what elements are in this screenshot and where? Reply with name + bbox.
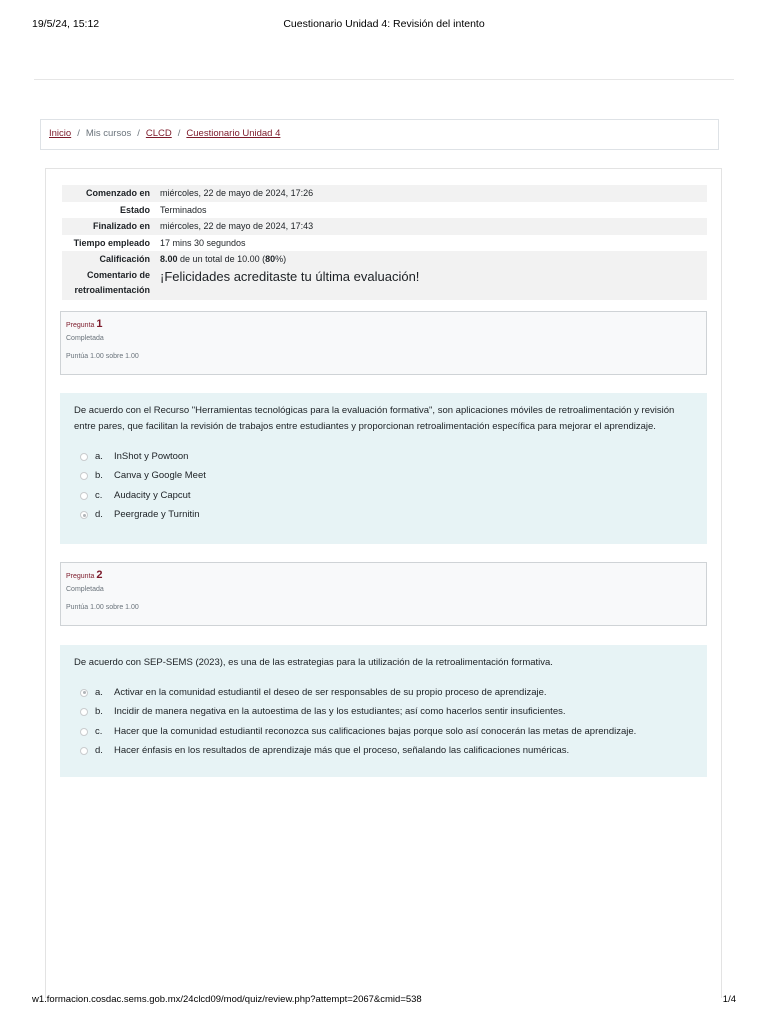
print-title: Cuestionario Unidad 4: Revisión del intento <box>283 18 485 30</box>
breadcrumb-separator: / <box>137 128 140 139</box>
state-label: Estado <box>119 204 150 215</box>
radio-button[interactable] <box>80 728 88 736</box>
option-text: InShot y Powtoon <box>114 450 189 462</box>
option-letter: c. <box>95 489 103 501</box>
option-letter: a. <box>95 686 103 698</box>
radio-button[interactable] <box>80 747 88 755</box>
answer-option-c[interactable] <box>74 486 693 506</box>
option-text: Incidir de manera negativa en la autoestima de las y los estudiantes; así como hacerlos sentir insuficientes. <box>114 706 566 718</box>
option-text: Hacer que la comunidad estudiantil reconozca sus calificaciones bajas porque solo así conocerán las metas de aprendizaje. <box>114 725 637 737</box>
summary-row-state <box>62 202 707 219</box>
grade-label: Calificación <box>99 254 150 265</box>
question-state: Completada <box>66 335 104 342</box>
question-label: Pregunta <box>66 322 95 329</box>
question-content-2 <box>60 645 707 777</box>
question-content-1 <box>60 393 707 544</box>
header-divider <box>34 79 734 80</box>
page-number: 1/4 <box>722 994 736 1005</box>
breadcrumb-my-courses: Mis cursos <box>85 128 132 139</box>
breadcrumb-separator: / <box>77 128 80 139</box>
radio-button-selected[interactable] <box>80 511 88 519</box>
option-text: Peergrade y Turnitin <box>114 509 200 521</box>
question-label: Pregunta <box>66 573 95 580</box>
time-label: Tiempo empleado <box>73 237 150 248</box>
option-text: Activar en la comunidad estudiantil el deseo de ser responsables de su propio proceso de aprendizaje. <box>114 686 547 698</box>
print-header <box>32 18 736 32</box>
print-url: w1.formacion.cosdac.sems.gob.mx/24clcd09/mod/quiz/review.php?attempt=2067&cmid=538 <box>32 994 422 1005</box>
started-label: Comenzado en <box>85 188 150 199</box>
state-value: Terminados <box>160 204 207 215</box>
option-letter: c. <box>95 725 103 737</box>
radio-button[interactable] <box>80 472 88 480</box>
radio-button[interactable] <box>80 708 88 716</box>
finished-label: Finalizado en <box>92 221 150 232</box>
breadcrumb-quiz-link[interactable]: Cuestionario Unidad 4 <box>186 128 281 139</box>
option-letter: d. <box>95 745 103 757</box>
option-text: Canva y Google Meet <box>114 470 206 482</box>
option-letter: a. <box>95 450 103 462</box>
question-info-1 <box>60 311 707 375</box>
summary-row-started <box>62 185 707 202</box>
summary-row-feedback <box>62 268 707 300</box>
grade-text-2: %) <box>275 254 287 265</box>
time-value: 17 mins 30 segundos <box>160 237 246 248</box>
print-datetime: 19/5/24, 15:12 <box>32 18 100 30</box>
grade-value <box>160 254 707 264</box>
radio-button-selected[interactable] <box>80 689 88 697</box>
attempt-summary-table <box>62 185 707 300</box>
question-number-value: 2 <box>96 569 103 581</box>
answer-option-a[interactable] <box>74 447 693 467</box>
answer-option-b[interactable] <box>74 467 693 487</box>
summary-row-grade <box>62 251 707 268</box>
question-text: De acuerdo con SEP-SEMS (2023), es una de las estrategias para la utilización de la retroalimentación formativa. <box>74 657 553 668</box>
feedback-value: ¡Felicidades acreditaste tu última evaluación! <box>160 268 420 284</box>
started-value: miércoles, 22 de mayo de 2024, 17:26 <box>160 188 314 199</box>
feedback-label: Comentario de retroalimentación <box>74 269 150 295</box>
answer-option-b[interactable] <box>74 703 693 723</box>
option-letter: d. <box>95 509 103 521</box>
question-number <box>66 318 701 330</box>
grade-text-1: de un total de 10.00 ( <box>180 254 266 265</box>
radio-button[interactable] <box>80 453 88 461</box>
finished-value: miércoles, 22 de mayo de 2024, 17:43 <box>160 221 314 232</box>
question-state: Completada <box>66 586 104 593</box>
grade-score: 8.00 <box>160 254 178 265</box>
question-number <box>66 569 701 581</box>
breadcrumb-home-link[interactable]: Inicio <box>49 128 72 139</box>
radio-button[interactable] <box>80 492 88 500</box>
question-text: De acuerdo con el Recurso "Herramientas tecnológicas para la evaluación formativa", son aplicaciones móviles de retroalimentación y revisión entre pares, que facilitan la revisión de trabajos entre estudiantes y proporcionan retroalimentación específica para mejorar el aprendizaje. <box>74 405 675 432</box>
breadcrumb <box>40 119 719 150</box>
question-number-value: 1 <box>96 318 103 330</box>
question-grade: Puntúa 1.00 sobre 1.00 <box>66 604 139 611</box>
answer-option-c[interactable] <box>74 722 693 742</box>
option-text: Audacity y Capcut <box>114 489 191 501</box>
print-footer <box>32 994 736 1005</box>
breadcrumb-separator: / <box>177 128 181 139</box>
option-letter: b. <box>95 706 103 718</box>
option-text: Hacer énfasis en los resultados de aprendizaje más que el proceso, señalando las calificaciones numéricas. <box>114 745 570 757</box>
summary-row-finished <box>62 218 707 235</box>
option-letter: b. <box>95 470 103 482</box>
grade-percent: 80 <box>265 254 276 265</box>
question-info-2 <box>60 562 707 626</box>
answer-option-d[interactable] <box>74 506 693 526</box>
breadcrumb-course-link[interactable]: CLCD <box>145 128 172 139</box>
summary-row-time <box>62 235 707 252</box>
answer-option-d[interactable] <box>74 742 693 762</box>
answer-option-a[interactable] <box>74 683 693 703</box>
question-grade: Puntúa 1.00 sobre 1.00 <box>66 353 139 360</box>
